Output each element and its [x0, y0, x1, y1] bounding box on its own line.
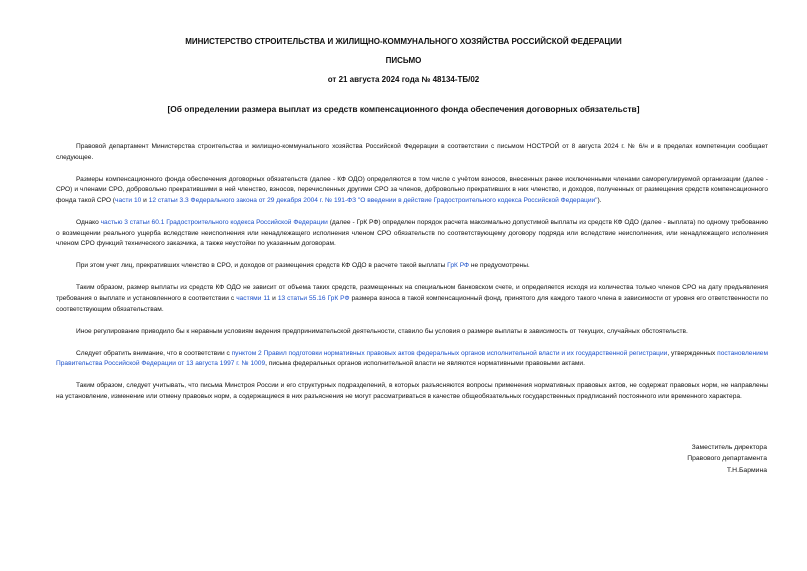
law-link-grk[interactable]: ГрК РФ: [447, 262, 470, 270]
document-date-number: от 21 августа 2024 года № 48134-ТБ/02: [327, 75, 480, 84]
paragraph-8: Таким образом, следует учитывать, что письма Минстроя России и его структурных подразделений, в которых разъясняются вопросы применения нормативных правовых актов, не содержат правовых норм, не направлены на установление, изменение или отмену правовых норм, а содержащиеся в них разъяснения не могут рассматриваться в качестве общеобязательных государственных предписаний постоянного или временного характера.: [56, 382, 768, 400]
signature-position-line-2: Правового департамента: [687, 455, 767, 463]
paragraph-4-text-1: При этом учет лиц, прекративших членство в СРО, и доходов от размещения средств КФ ОДО в расчете такой выплаты: [76, 262, 448, 270]
signature-position-line-1: Заместитель директора: [691, 444, 767, 451]
paragraph-3: [56, 218, 768, 250]
paragraph-5-text-2: и: [270, 294, 278, 302]
law-link-grk-55-16[interactable]: 13 статьи 55.16 ГрК РФ: [277, 294, 350, 302]
law-link-rules-point-2[interactable]: пунктом 2 Правил подготовки нормативных правовых актов федеральных органов исполнительной власти и их государственной регистрации: [231, 349, 668, 357]
paragraph-7-text-2: , утвержденных: [667, 349, 718, 357]
paragraph-3-text-2: (далее - ГрК РФ) определен порядок расчета максимально допустимой выплаты из средств КФ ОДО (далее - выплата) по одному требованию о возмещении реального ущерба вследствие неисполнения или ненадлежащего исполнения членом СРО обязательств по соответствующему договору подряда или вследствие неисполнения, или ненадлежащего исполнения членом СРО функций технического заказчика, а также неустойки по указанным договорам.: [56, 218, 768, 248]
signature-block: [687, 442, 767, 476]
document-title: [Об определении размера выплат из средств компенсационного фонда обеспечения договорных обязательств]: [167, 104, 640, 114]
paragraph-1: Правовой департамент Министерства строительства и жилищно-коммунального хозяйства Российской Федерации в соответствии с письмом НОСТРОЙ от 8 августа 2024 г. № 6/н и в пределах компетенции сообщает следующее.: [56, 143, 768, 161]
signature-name: Т.Н.Бармина: [726, 466, 767, 474]
paragraph-7: [56, 349, 768, 370]
paragraph-5-text-1: Таким образом, размер выплаты из средств КФ ОДО не зависит от объема таких средств, размещенных на специальном банковском счете, и определяется исходя из количества только членов СРО на дату предъявления требования о выплате и установленного в соответствии с: [56, 284, 768, 302]
paragraph-2-text-1: Размеры компенсационного фонда обеспечения договорных обязательств (далее - КФ ОДО) определяются в том числе с учётом взносов, внесенных ранее исключенными членами саморегулируемой организации (далее - СРО) и членами СРО, добровольно прекратившими в ней членство, взносов, перечисленных другими СРО за членов, добровольно прекративших в них членство, и доходов, полученных от размещения средств компенсационного фонда такой СРО (: [56, 175, 768, 204]
paragraph-2-text-2: и: [141, 196, 149, 204]
paragraph-5-text-3: размера взноса в такой компенсационный фонд, принятого для каждого такого члена в зависимости от уровня его ответственности по соответствующим обязательствам.: [56, 294, 768, 313]
paragraph-2-text-3: ).: [597, 196, 602, 204]
paragraph-6: Иное регулирование приводило бы к неравным условиям ведения предпринимательской деятельности, ставило бы условия о размере выплаты в зависимость от текущих, случайных обстоятельств.: [76, 327, 688, 335]
ministry-name: МИНИСТЕРСТВО СТРОИТЕЛЬСТВА И ЖИЛИЩНО-КОММУНАЛЬНОГО ХОЗЯЙСТВА РОССИЙСКОЙ ФЕДЕРАЦИИ: [185, 37, 622, 46]
paragraph-4-text-2: не предусмотрены.: [469, 262, 530, 270]
law-link-parts-11[interactable]: частями 11: [236, 294, 271, 302]
paragraph-3-text-1: Однако: [76, 218, 101, 226]
law-link-decree-1009[interactable]: постановлением Правительства Российской Федерации от 13 августа 1997 г. № 1009: [56, 349, 768, 368]
law-link-grk-60-1[interactable]: частью 3 статьи 60.1 Градостроительного кодекса Российской Федерации: [100, 218, 328, 226]
law-link-part-10[interactable]: части 10: [115, 196, 142, 204]
paragraph-7-text-1: Следует обратить внимание, что в соответствии с: [76, 349, 232, 357]
paragraph-4: [56, 261, 768, 272]
paragraph-7-text-3: , письма федеральных органов исполнительной власти не являются нормативными правовыми актами.: [265, 360, 585, 368]
document-type: ПИСЬМО: [385, 56, 422, 65]
paragraph-5: [56, 283, 768, 315]
law-link-191-fz[interactable]: 12 статьи 3.3 Федерального закона от 29 декабря 2004 г. № 191-ФЗ "О введении в действие Градостроительного кодекса Российской Федерации": [148, 196, 598, 204]
document-body: [56, 142, 768, 414]
paragraph-2: [56, 175, 768, 207]
